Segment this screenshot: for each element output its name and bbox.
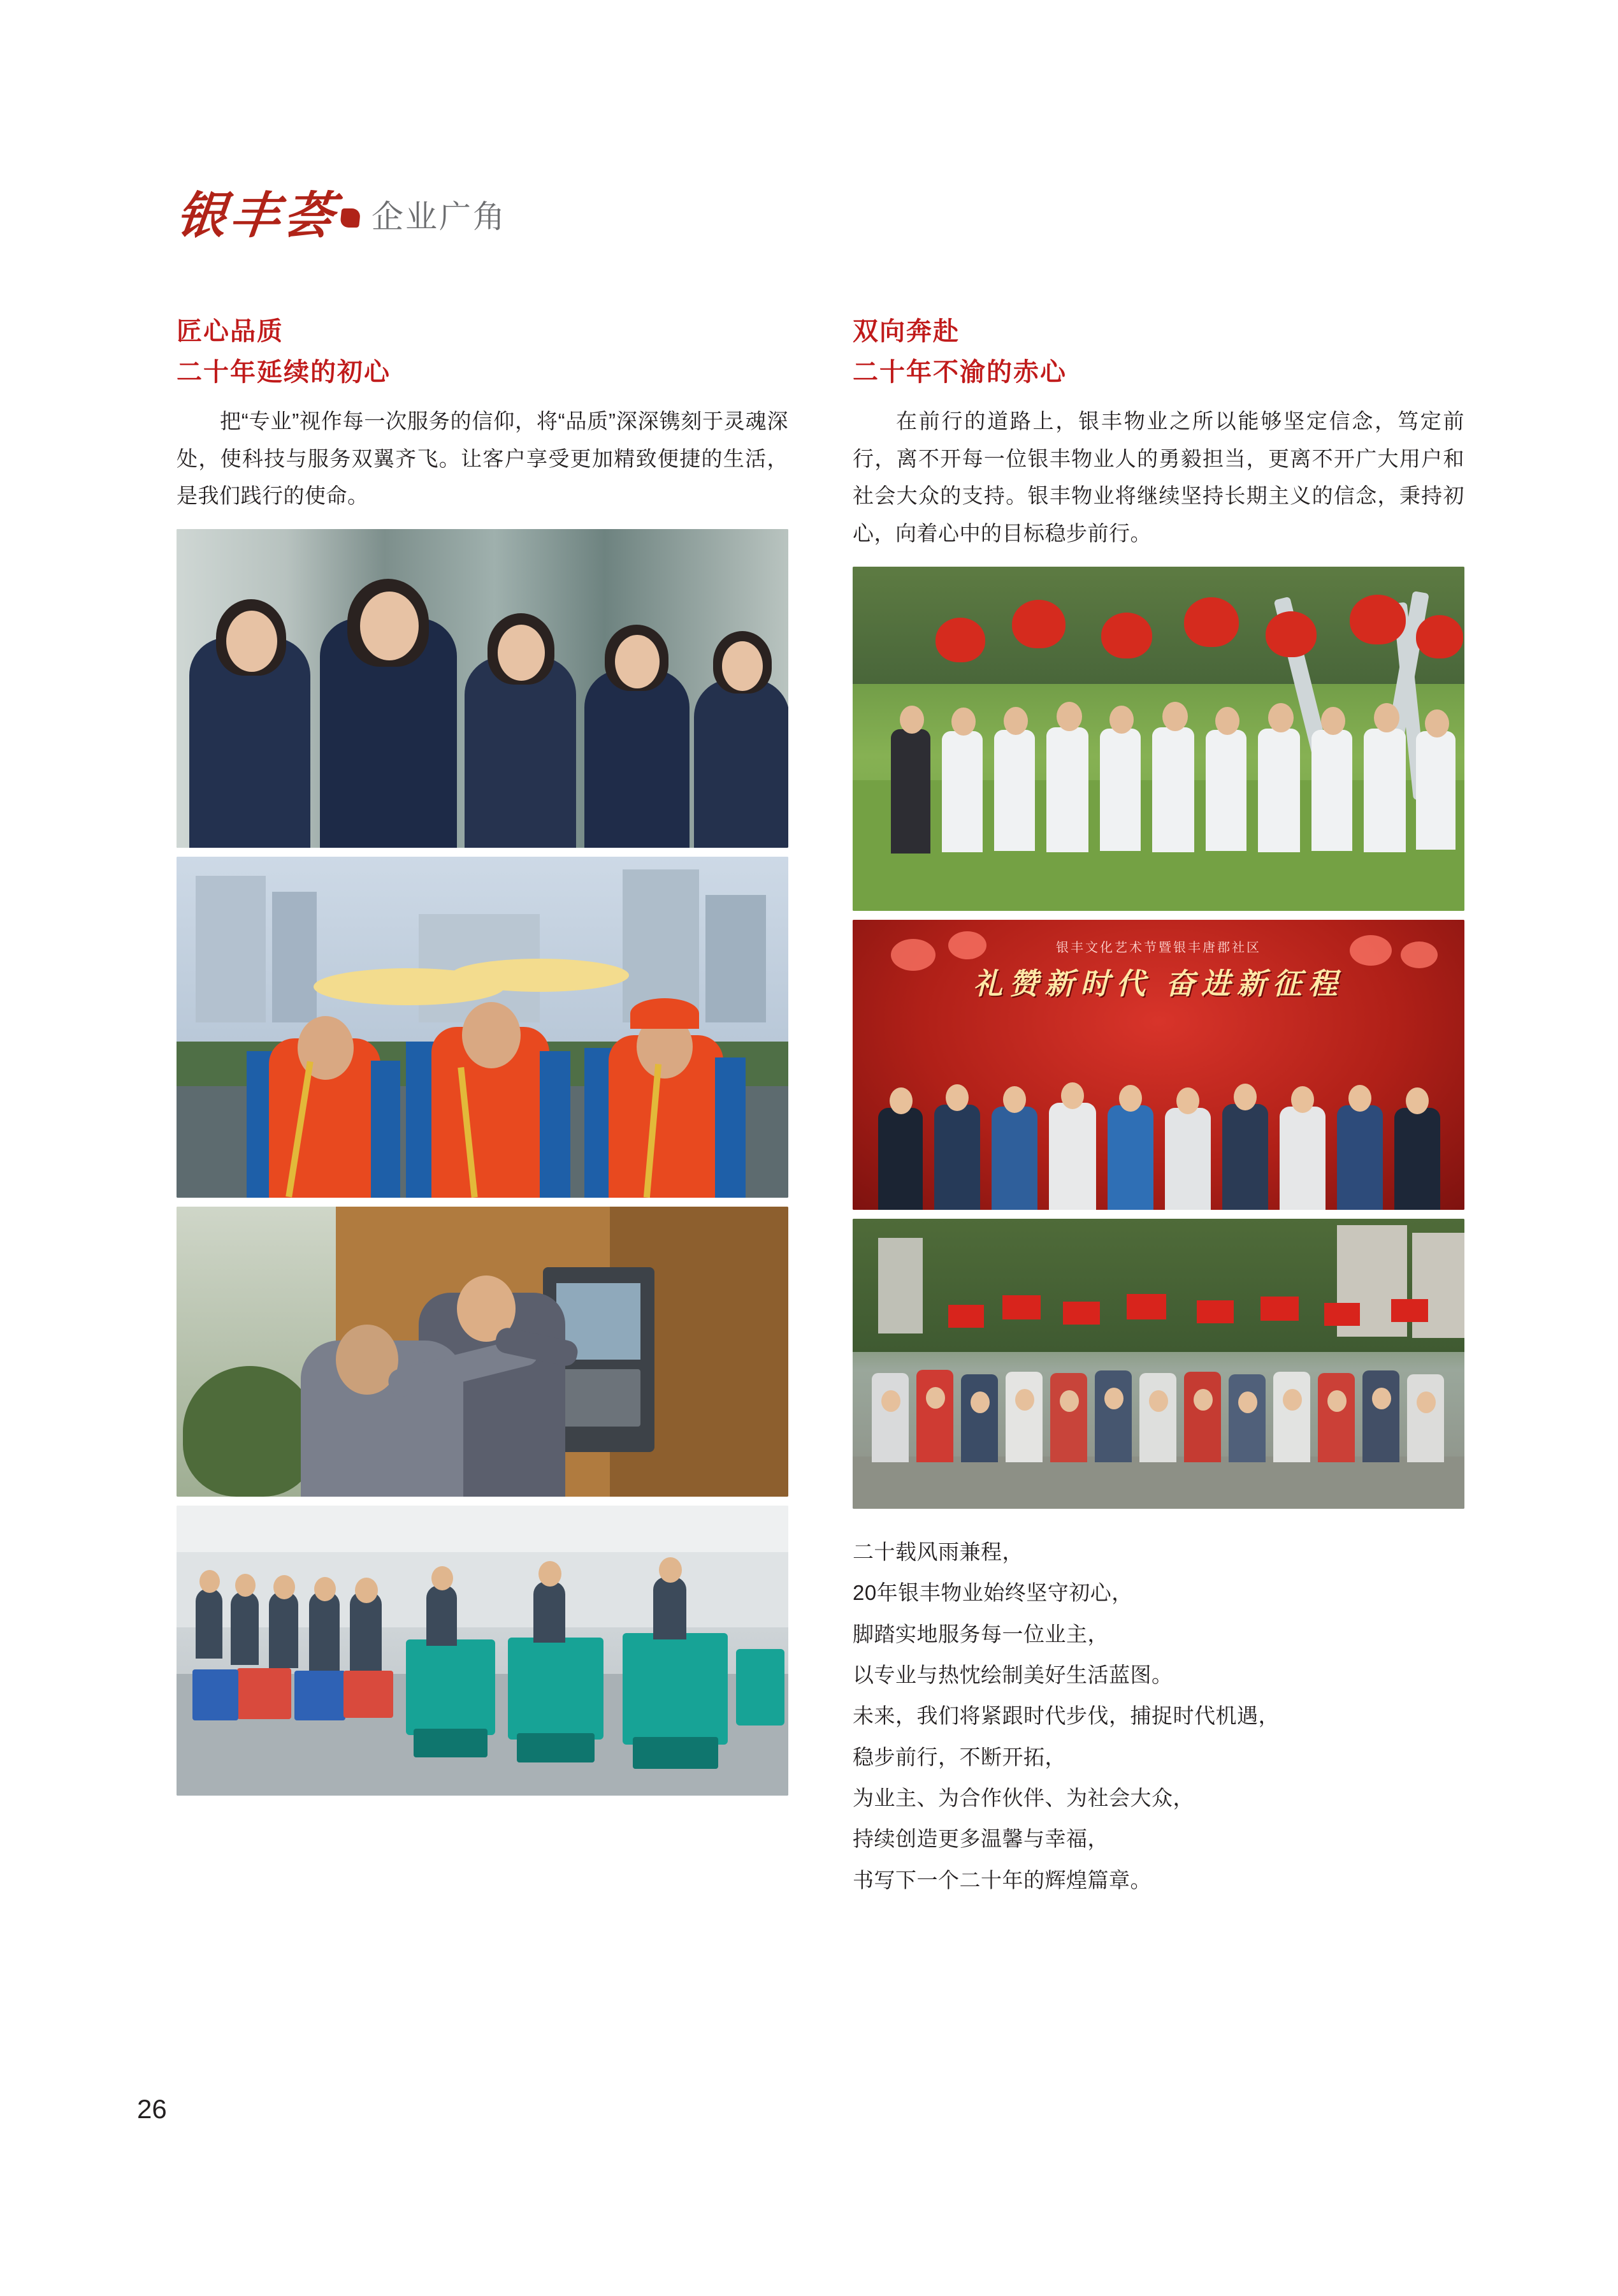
logo-mark-icon	[340, 208, 361, 228]
publication-logo	[173, 188, 363, 243]
poem-line: 稳步前行，不断开拓，	[853, 1745, 1066, 1769]
photo-volunteers	[177, 857, 788, 1198]
poem-line: 未来，我们将紧跟时代步伐，捕捉时代机遇，	[853, 1704, 1280, 1728]
photo-team-balloons	[853, 567, 1464, 911]
publication-logo-text: 银丰荟	[173, 188, 340, 243]
poem-block	[853, 1532, 1464, 1901]
page-number: 26	[137, 2094, 167, 2124]
left-body-paragraph: 把“专业”视作每一次服务的信仰，将“品质”深深镌刻于灵魂深处，使科技与服务双翼齐飞。让客户享受更加精致便捷的生活，是我们践行的使命。	[177, 409, 788, 508]
poem-line: 书写下一个二十年的辉煌篇章。	[853, 1868, 1152, 1892]
photo-cleaning-machines	[177, 1506, 788, 1796]
right-body-paragraph: 在前行的道路上，银丰物业之所以能够坚定信念，笃定前行，离不开每一位银丰物业人的勇毅担当，更离不开广大用户和社会大众的支持。银丰物业将继续坚持长期主义的信念，秉持初心，向着心中的目标稳步前行。	[853, 409, 1464, 546]
right-column	[853, 312, 1464, 1901]
left-heading-primary: 匠心品质	[177, 317, 284, 345]
left-column	[177, 312, 788, 1796]
poem-line: 持续创造更多温馨与幸福，	[853, 1827, 1109, 1851]
photo-engineer	[177, 1207, 788, 1497]
section-label: 企业广角	[372, 199, 507, 235]
photo-stage-event	[853, 920, 1464, 1210]
photo-staff-lineup	[177, 529, 788, 848]
right-photo-stack	[853, 567, 1464, 1509]
photo-community-flags	[853, 1219, 1464, 1509]
left-photo-stack	[177, 529, 788, 1796]
right-heading-primary: 双向奔赴	[853, 317, 960, 345]
poem-line: 20年银丰物业始终坚守初心，	[853, 1581, 1133, 1605]
banner-subtitle: 银丰文化艺术节暨银丰唐郡社区	[1056, 941, 1261, 955]
right-heading-secondary: 二十年不渝的赤心	[853, 358, 1067, 386]
masthead	[173, 188, 507, 243]
banner-title: 礼赞新时代 奋进新征程	[973, 967, 1344, 1000]
poem-line: 二十载风雨兼程，	[853, 1539, 1023, 1564]
left-heading-secondary: 二十年延续的初心	[177, 358, 391, 386]
poem-line: 为业主、为合作伙伴、为社会大众，	[853, 1786, 1194, 1810]
poem-line: 脚踏实地服务每一位业主，	[853, 1622, 1109, 1646]
poem-line: 以专业与热忱绘制美好生活蓝图。	[853, 1662, 1173, 1687]
